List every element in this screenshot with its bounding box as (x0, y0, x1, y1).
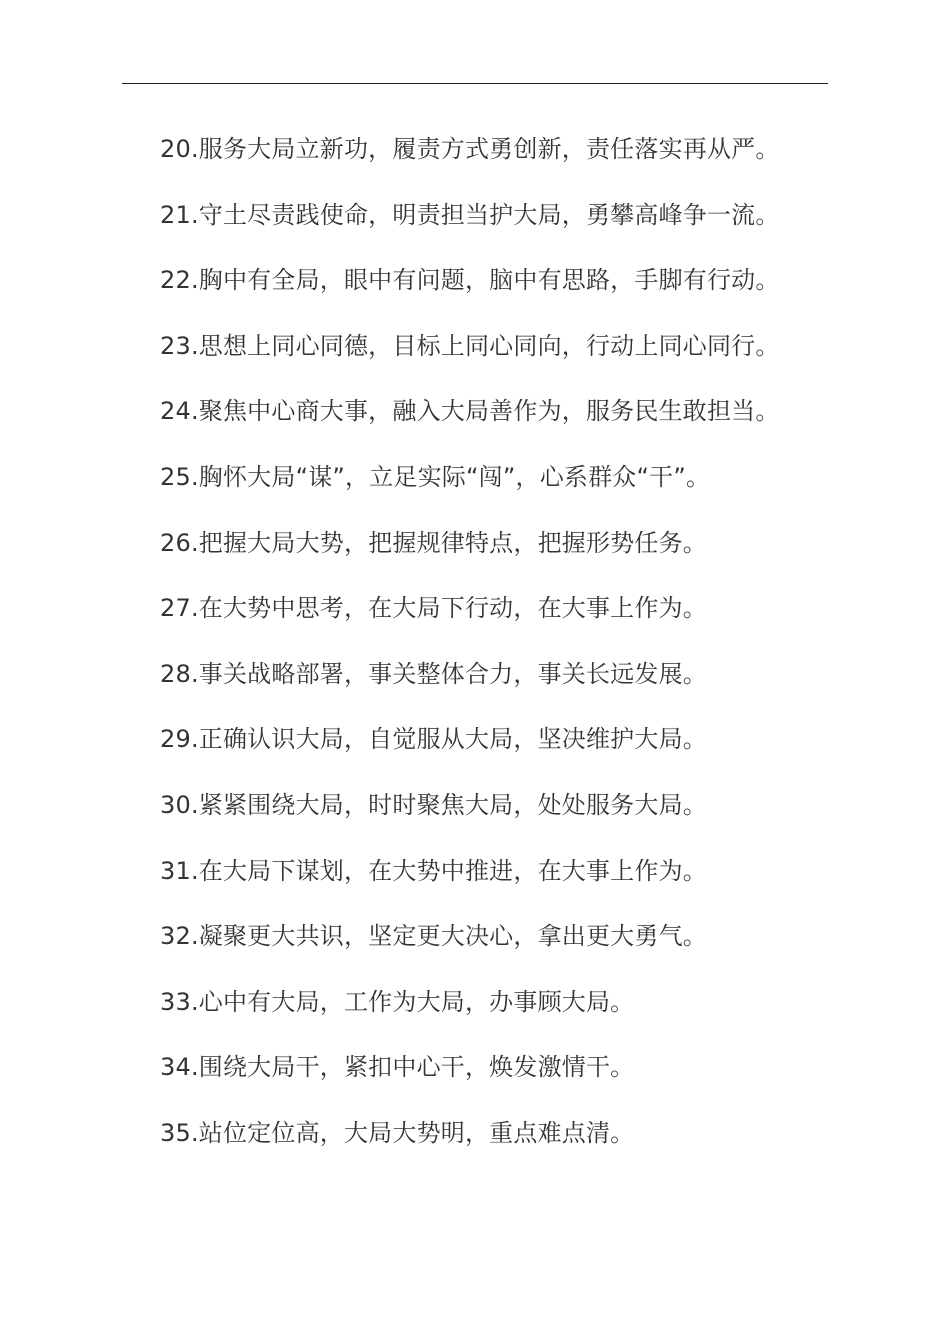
slogan-line: 29.正确认识大局，自觉服从大局，坚决维护大局。 (160, 725, 707, 754)
slogan-line: 22.胸中有全局，眼中有问题，脑中有思路，手脚有行动。 (160, 266, 780, 295)
slogan-line: 30.紧紧围绕大局，时时聚焦大局，处处服务大局。 (160, 790, 707, 819)
slogan-line: 20.服务大局立新功，履责方式勇创新，责任落实再从严。 (160, 135, 780, 163)
slogan-line: 32.凝聚更大共识，坚定更大决心，拿出更大勇气。 (160, 922, 707, 951)
slogan-line: 26.把握大局大势，把握规律特点，把握形势任务。 (160, 528, 707, 557)
slogan-line: 31.在大局下谋划，在大势中推进，在大事上作为。 (160, 856, 707, 885)
slogan-line: 28.事关战略部署，事关整体合力，事关长远发展。 (160, 659, 707, 688)
slogan-line: 35.站位定位高，大局大势明，重点难点清。 (160, 1118, 635, 1147)
header-rule (122, 83, 828, 84)
slogan-line: 33.心中有大局，工作为大局，办事顾大局。 (160, 987, 635, 1016)
slogan-line: 34.围绕大局干，紧扣中心干，焕发激情干。 (160, 1053, 635, 1082)
slogan-line: 25.胸怀大局“谋”，立足实际“闯”，心系群众“干”。 (160, 462, 711, 491)
slogan-line: 21.守土尽责践使命，明责担当护大局，勇攀高峰争一流。 (160, 200, 780, 229)
slogan-line: 24.聚焦中心商大事，融入大局善作为，服务民生敢担当。 (160, 397, 780, 426)
slogan-line: 27.在大势中思考，在大局下行动，在大事上作为。 (160, 594, 707, 623)
slogan-line: 23.思想上同心同德，目标上同心同向，行动上同心同行。 (160, 331, 780, 360)
slogan-list (160, 128, 840, 1178)
